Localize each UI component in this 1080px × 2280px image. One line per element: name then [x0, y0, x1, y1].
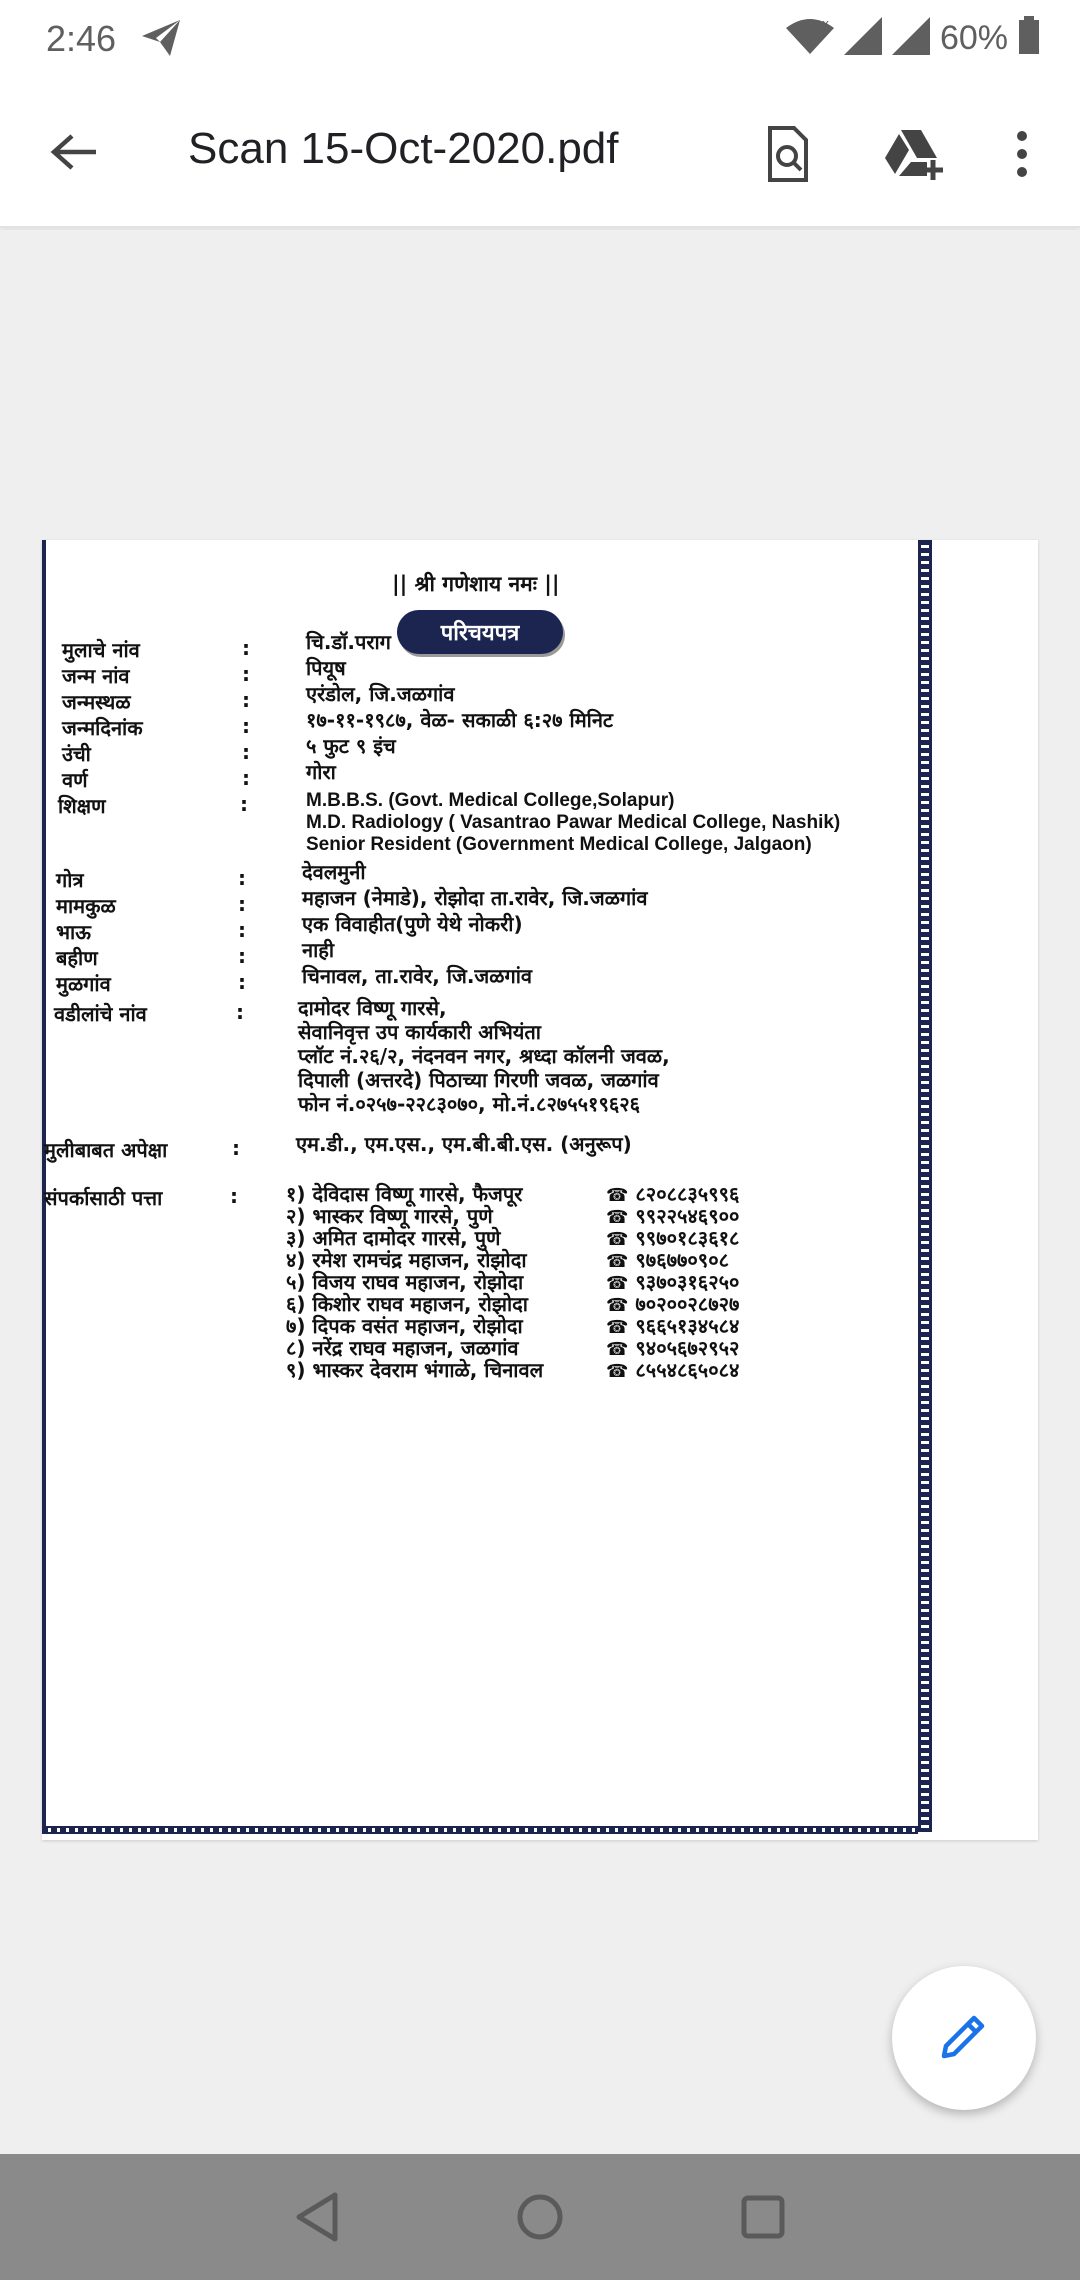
status-time: 2:46 — [46, 18, 117, 59]
education-line-1: M.B.B.S. (Govt. Medical College,Solapur) — [306, 790, 675, 811]
value-birthdate: १७-११-१९८७, वेळ- सकाळी ६:२७ मिनिट — [306, 708, 614, 732]
contact-name: ४) रमेश रामचंद्र महाजन, रोझोदा — [286, 1248, 527, 1272]
label-birth-name: जन्म नांव — [62, 664, 130, 688]
signal-icon-2 — [892, 17, 930, 59]
add-to-drive-button[interactable] — [870, 116, 960, 196]
value-expectation: एम.डी., एम.एस., एम.बी.बी.एस. (अनुरूप) — [296, 1132, 632, 1156]
pdf-viewer[interactable] — [0, 230, 1080, 2154]
colon: : — [242, 740, 250, 764]
square-recents-icon — [740, 2194, 786, 2244]
page-border-bottom — [42, 1826, 918, 1834]
contact-phone-number: ९९२२५४६९०० — [635, 1204, 740, 1228]
label-sister: बहीण — [56, 946, 98, 970]
telegram-icon — [140, 18, 184, 62]
contact-name: १) देविदास विष्णू गारसे, फैजपूर — [286, 1182, 523, 1206]
phone-icon: ☎ — [606, 1295, 629, 1316]
status-icons — [786, 16, 1040, 60]
battery-icon — [1018, 16, 1040, 60]
father-line-2: सेवानिवृत्त उप कार्यकारी अभियंता — [298, 1020, 541, 1044]
label-mamkul: मामकुळ — [56, 894, 116, 918]
label-complexion: वर्ण — [62, 768, 88, 792]
signal-icon — [844, 17, 882, 59]
contact-name: ७) दिपक वसंत महाजन, रोझोदा — [286, 1314, 523, 1338]
contact-phone-number: ७०२००२८७२७ — [635, 1292, 740, 1316]
title-badge: परिचयपत्र — [397, 610, 563, 654]
contact-name: ६) किशोर राघव महाजन, रोझोदा — [286, 1292, 528, 1316]
father-line-1: दामोदर विष्णू गारसे, — [298, 996, 447, 1020]
label-height: उंची — [62, 742, 91, 766]
label-expectation: मुलीबाबत अपेक्षा — [44, 1138, 168, 1162]
invocation-text: || श्री गणेशाय नमः || — [392, 572, 560, 596]
contact-name: ५) विजय राघव महाजन, रोझोदा — [286, 1270, 524, 1294]
value-name: चि.डॉ.पराग — [306, 630, 391, 654]
circle-home-icon — [515, 2192, 565, 2246]
pdf-page[interactable] — [42, 540, 1038, 1840]
father-line-3: प्लॉट नं.२६/२, नंदनवन नगर, श्रध्दा कॉलनी जवळ, — [298, 1044, 670, 1068]
phone-icon: ☎ — [606, 1317, 629, 1338]
colon: : — [232, 1136, 240, 1160]
page-border-right — [918, 540, 932, 1832]
phone-icon: ☎ — [606, 1251, 629, 1272]
value-native-place: चिनावल, ता.रावेर, जि.जळगांव — [302, 964, 533, 988]
label-name: मुलाचे नांव — [62, 638, 140, 662]
contact-phone-number: ८२०८८३५९९६ — [635, 1182, 740, 1206]
colon: : — [238, 918, 246, 942]
colon: : — [240, 792, 248, 816]
phone-icon: ☎ — [606, 1185, 629, 1206]
label-birthplace: जन्मस्थळ — [62, 690, 131, 714]
value-mamkul: महाजन (नेमाडे), रोझोदा ता.रावेर, जि.जळगांव — [302, 886, 648, 910]
contact-phone-number: ९६६५१३४५८४ — [635, 1314, 740, 1338]
nav-home-button[interactable] — [505, 2184, 575, 2254]
arrow-back-icon — [50, 132, 98, 176]
label-native-place: मुळगांव — [56, 972, 111, 996]
colon: : — [242, 688, 250, 712]
colon: : — [238, 892, 246, 916]
label-contacts: संपर्कासाठी पत्ता — [44, 1186, 163, 1210]
colon: : — [238, 944, 246, 968]
education-line-3: Senior Resident (Government Medical College, Jalgaon) — [306, 834, 812, 855]
value-sister: नाही — [302, 938, 335, 962]
value-gotra: देवलमुनी — [302, 860, 366, 884]
contact-phone-number: ९३७०३१६२५० — [635, 1270, 740, 1294]
back-button[interactable] — [42, 122, 106, 186]
colon: : — [242, 636, 250, 660]
status-bar — [0, 0, 1080, 80]
document-title: Scan 15-Oct-2020.pdf — [188, 124, 619, 173]
system-nav-bar — [0, 2154, 1080, 2280]
father-line-5: फोन नं.०२५७-२२८३०७०, मो.नं.८२७५५१९६२६ — [298, 1092, 641, 1116]
wifi-icon — [786, 16, 834, 60]
label-education: शिक्षण — [58, 794, 106, 818]
phone-icon: ☎ — [606, 1361, 629, 1382]
contact-phone-number: ८५५४८६५०८४ — [635, 1358, 740, 1382]
contact-phone-number: ९९७०१८३६१८ — [635, 1226, 740, 1250]
find-in-page-icon — [766, 126, 810, 186]
colon: : — [236, 1000, 244, 1024]
nav-recents-button[interactable] — [728, 2184, 798, 2254]
phone-icon: ☎ — [606, 1339, 629, 1360]
father-line-4: दिपाली (अत्तरदे) पिठाच्या गिरणी जवळ, जळगांव — [298, 1068, 659, 1092]
nav-back-button[interactable] — [282, 2184, 352, 2254]
phone-icon: ☎ — [606, 1229, 629, 1250]
triangle-back-icon — [293, 2191, 341, 2247]
add-to-drive-icon — [883, 128, 947, 184]
contact-phone-number: ९७६७७०९०८ — [635, 1248, 729, 1272]
find-in-page-button[interactable] — [752, 116, 824, 196]
colon: : — [242, 662, 250, 686]
label-birthdate: जन्मदिनांक — [62, 716, 143, 740]
phone-icon: ☎ — [606, 1207, 629, 1228]
label-father: वडीलांचे नांव — [54, 1002, 147, 1026]
colon: : — [230, 1184, 238, 1208]
more-vert-icon — [1016, 130, 1028, 182]
value-birthplace: एरंडोल, जि.जळगांव — [306, 682, 455, 706]
contact-phone — [606, 1356, 739, 1383]
pencil-icon — [938, 2010, 990, 2066]
app-bar — [0, 80, 1080, 228]
edit-fab-button[interactable] — [892, 1966, 1036, 2110]
colon: : — [242, 714, 250, 738]
contact-name: २) भास्कर विष्णू गारसे, पुणे — [286, 1204, 493, 1228]
value-complexion: गोरा — [306, 760, 336, 784]
value-birth-name: पियूष — [306, 656, 346, 680]
colon: : — [238, 970, 246, 994]
contact-name: ८) नरेंद्र राघव महाजन, जळगांव — [286, 1336, 519, 1360]
contact-phone-number: ९४०५६७२९५२ — [635, 1336, 740, 1360]
contact-name: ९) भास्कर देवराम भंगाळे, चिनावल — [286, 1358, 544, 1382]
value-brother: एक विवाहीत(पुणे येथे नोकरी) — [302, 912, 523, 936]
battery-percent: 60% — [939, 18, 1008, 57]
education-line-2: M.D. Radiology ( Vasantrao Pawar Medical College, Nashik) — [306, 812, 841, 833]
colon: : — [242, 766, 250, 790]
value-height: ५ फुट ९ इंच — [306, 734, 396, 758]
contact-name: ३) अमित दामोदर गारसे, पुणे — [286, 1226, 501, 1250]
more-options-button[interactable] — [1000, 116, 1044, 196]
label-gotra: गोत्र — [56, 868, 84, 892]
colon: : — [238, 866, 246, 890]
phone-icon: ☎ — [606, 1273, 629, 1294]
label-brother: भाऊ — [56, 920, 91, 944]
svg-text:x: x — [821, 17, 830, 31]
